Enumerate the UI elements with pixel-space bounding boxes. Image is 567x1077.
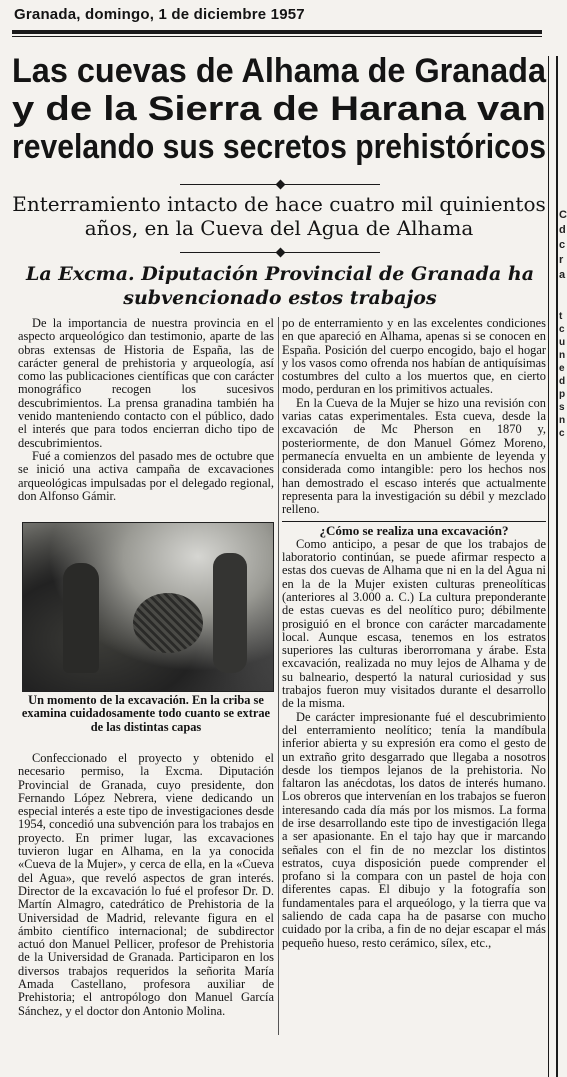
column-rail-heavy: [556, 56, 558, 1077]
subheadline: [12, 192, 546, 240]
headline-line: y de la Sierra de Harana van: [12, 90, 546, 128]
ornament-divider: [180, 184, 380, 185]
column-rail: [548, 56, 549, 1077]
left-column: [18, 317, 274, 503]
photo-caption: Un momento de la excavación. En la criba se examina cuidadosamente todo cuanto se extrae de las distintas capas: [21, 693, 271, 734]
column-divider: [278, 317, 279, 1035]
kicker-line: subvencionado estos trabajos: [123, 287, 437, 309]
paragraph: De carácter impresionante fué el descubrimiento del enterramiento neolítico; tenía la mandíbula inferior abierta y su expresión era como el gesto de un extraño grito desgarrado que llegaba a nosotros desde los tiempos lejanos de la prehistoria. No faltaron las anécdotas, los datos de interés humano. Los obreros que intervenían en los trabajos se fueron interesando cada día más por los mismos. La forma de irse desarrollando este tipo de investigación llega a ser apasionante. En el tajo hay que ir marcando señales con el fin de no mezclar los distintos estratos, cuya disposición puede comprender el profano si la compara con un pastel de hoja con diferentes capas. El dibujo y la fotografía son fundamentales para el arqueólogo, y la tierra que va saliendo de cada capa ha de pasarse con mucho cuidado por la criba, a fin de no dejar escapar el más pequeño hueso, resto cerámico, sílex, etc.,: [282, 709, 546, 950]
subheadline-line: Enterramiento intacto de hace cuatro mil quinientos: [12, 192, 546, 216]
top-rule-thin: [12, 36, 542, 37]
left-column-continued: [18, 752, 274, 1018]
photo-figure: [63, 563, 99, 673]
headline-line: Las cuevas de Alhama de Granada: [12, 52, 546, 90]
photo-figure: [213, 553, 247, 673]
paragraph: po de enterramiento y en las excelentes condiciones en que apareció en Alhama, apenas si se conocen en España. Posición del cuerpo encogido, bajo el hogar y los vasos como ofrenda nos habían de antiquísimas costumbres del culto a los muertos que, en cierto modo, perduran en los primitivos actuales.: [282, 316, 546, 397]
dateline: Granada, domingo, 1 de diciembre 1957: [14, 6, 305, 23]
right-column: [282, 317, 546, 950]
photo-sieve: [133, 593, 203, 653]
paragraph: En la Cueva de la Mujer se hizo una revisión con varias catas experimentales. Esta cueva, desde la excavación de Mc Pherson en 1870 y, posteriormente, de don Manuel Gómez Moreno, permanecía envuelta en un ambiente de leyenda y considerada como intangible: pero los hechos nos han demostrado el escaso interés que actualmente representa para la investigación su débil y mezclado relleno.: [282, 395, 546, 517]
paragraph: De la importancia de nuestra provincia en el aspecto arqueológico dan testimonio, aparte de las obras extensas de Historia de España, las de carácter general de prehistoria y arqueología, así como las publicaciones científicas que con carácter monográfico recogen los sucesivos descubrimientos. La prensa granadina también ha venido manteniendo contacto con el público, dado el interés que para todos encierran dicho tipo de descubrimientos.: [18, 316, 274, 450]
section-rule: [282, 521, 546, 522]
headline-line: revelando sus secretos prehistóricos: [12, 128, 546, 166]
headline: [12, 52, 546, 166]
section-heading: ¿Cómo se realiza una excavación?: [319, 523, 509, 539]
ornament-divider: [180, 252, 380, 253]
top-rule: [12, 30, 542, 34]
paragraph: Como anticipo, a pesar de que los trabajos de laboratorio continúan, se puede afirmar respecto a estas dos cuevas de Alhama que ni en la del Agua ni en la de la Mujer existen culturas preneolíticas (anteriores al 3.000 a. C.) La cultura preponderante de estas cuevas es del neolítico puro; débilmente prosiguió en el bronce con carácter marcadamente local. Aunque escasa, tenemos en los estratos superiores las culturas iberorromana y árabe. Esta excavación, realizada no muy lejos de Alhama y de su balneario, despertó la natural curiosidad y sus trabajos fueron muy visitados durante el desarrollo de la misma.: [282, 536, 546, 711]
adjacent-column-fragment: t c u n e d p s n c: [559, 311, 566, 439]
adjacent-column-fragment: C d c r a: [559, 209, 567, 281]
subheadline-line: años, en la Cueva del Agua de Alhama: [84, 216, 474, 240]
kicker: [10, 262, 550, 310]
kicker-line: La Excma. Diputación Provincial de Granada ha: [25, 263, 535, 285]
paragraph: Fué a comienzos del pasado mes de octubre que se inició una activa campaña de excavaciones arqueológicas impulsadas por el delegado regional, don Alfonso Gámir.: [18, 448, 274, 503]
paragraph: Confeccionado el proyecto y obtenido el necesario permiso, la Excma. Diputación Provincial de Granada, cuyo presidente, don Fernando López Nebrera, viene dedicando un especial interés a este tipo de investigaciones desde 1954, concedió una subvención para los trabajos en proyecto. En primer lugar, las excavaciones tuvieron lugar en Alhama, en la ya conocida «Cueva de la Mujer», y cerca de ella, en la «Cueva del Agua», que reveló aspectos de gran interés. Director de la excavación lo fué el profesor Dr. D. Martín Almagro, catedrático de Prehistoria de la Universidad de Madrid, relevante figura en el ámbito científico internacional; de subdirector actuó don Manuel Pellicer, profesor de Prehistoria de la Universidad de Granada. Participaron en los diversos trabajos requeridos la señorita María Amada Castellano, profesora auxiliar de Prehistoria; el antropólogo don Manuel García Sánchez, y el doctor don Antonio Molina.: [18, 751, 274, 1018]
excavation-photo: [22, 522, 274, 692]
